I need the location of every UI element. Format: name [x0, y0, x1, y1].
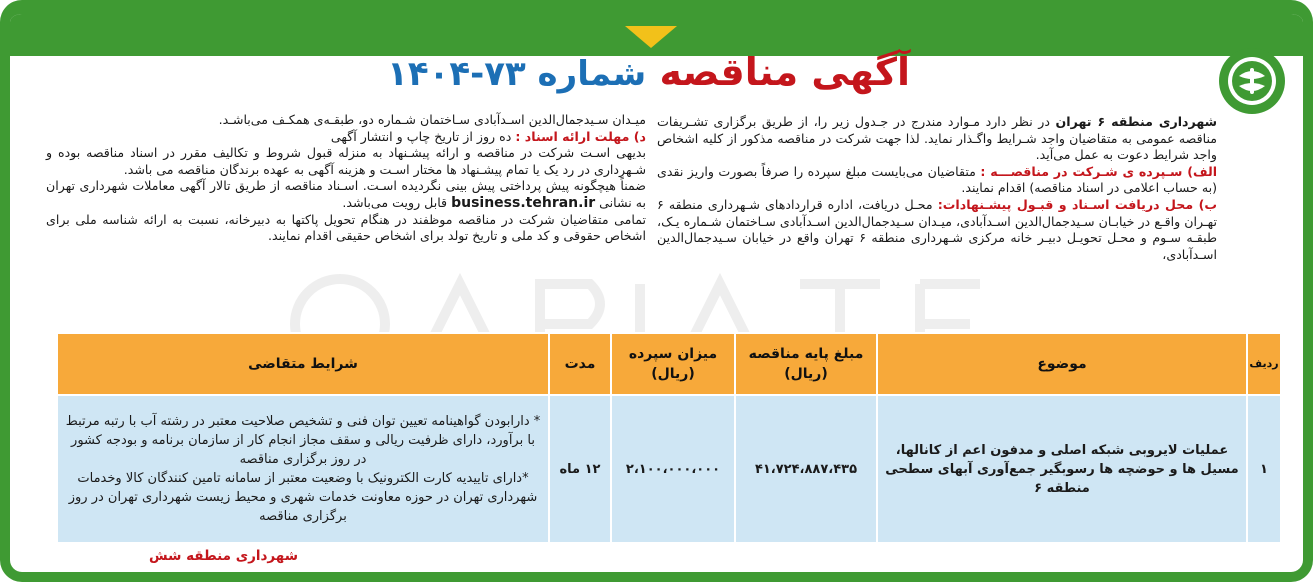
website-link[interactable]: business.tehran.ir — [451, 194, 596, 211]
intro-text: در نظر دارد مـوارد مندرج در جـدول زیر را، از طریق برگزاری تشـریفات مناقصه عمومی به متقاضیان واجد شـرایط واگـذار نماید. لذا جهت شرکت در مناقصه مذکور از کلیه اشخاص واجد شرایط دعوت به عمل می‌آید. — [657, 114, 1217, 163]
documents-paragraph — [46, 178, 646, 211]
section-a — [657, 164, 1217, 197]
id-paragraph: تمامی متقاضیان شرکت در مناقصه موظفند در هنگام تحویل پاکتها به دبیرخانه، نسبت به ارائه شناسه ملی برای اشخاص حقوقی و کد ملی و تاریخ تولد برای اشخاص حقیقی اقدام نمایند. — [46, 211, 646, 244]
title-main: آگهی مناقصه — [659, 50, 910, 94]
documents-text-before: ضمناً هیچگونه پیش پرداختی پیش بینی نگردیده اسـت. اسـناد مناقصه از طریق تالار آگهی معاملات شهرداری تهران به نشانی — [46, 178, 646, 210]
right-text-column — [657, 114, 1217, 263]
condition-2: *دارای تاییدیه کارت الکترونیک با وضعیت معتبر از سامانه تامین کنندگان کالا وخدمات شهرداری تهران در حوزه معاونت خدمات شهری و محیط زیست شهرداری تهران در روز برگزاری مناقصه — [68, 471, 538, 524]
tender-table — [56, 332, 1282, 544]
section-d — [46, 129, 646, 146]
header-subject: موضوع — [877, 333, 1247, 395]
terms-paragraph: بدیهی اسـت شرکت در مناقصه و ارائه پیشـنهاد به منزله قبول شروط و تکالیف مقرر در اسناد مناقصه بوده و شـهرداری در رد یک یا تمام پیشـنهاد ها مختار اسـت و هزینه آگهی به عهده برندگان مناقصه می باشد. — [46, 145, 646, 177]
address-continuation: میـدان سـیدجمال‌الدین اسـدآبادی سـاختمان شـماره دو، طبقـه‌ی همکـف می‌باشـد. — [218, 112, 646, 127]
intro-paragraph — [657, 114, 1217, 164]
cell-conditions — [57, 395, 549, 543]
section-a-text: متقاضیان می‌بایست مبلغ سپرده را صرفاً بصورت واریز نقدی (به حساب اعلامی در اسناد مناقصه) اقدام نمایند. — [657, 163, 1217, 196]
page-title — [387, 42, 910, 102]
section-b-text: محـل دریافت، اداره قراردادهای شـهرداری منطقه ۶ تهـران واقـع در خیابـان سـیدجمال‌الدین اسـدآبادی، میـدان سـیدجمال‌الدین اسـدآبادی سـاختمان شـماره یـک، طبقـه سـوم و محـل تحویـل دبیـر خانه مرکزی شـهرداری منطقه ۶ تهران واقع در خیابان سـیدجمال‌الدین اسـدآبادی، — [657, 196, 1217, 262]
cell-subject: عملیات لایروبی شبکه اصلی و مدفون اعم از کانالها، مسیل ها و حوضچه ها رسوبگیر جمع‌آوری آبهای سطحی منطقه ۶ — [877, 395, 1247, 543]
title-number: شماره ۷۳-۱۴۰۴ — [387, 54, 647, 94]
table-row — [57, 395, 1281, 543]
section-b — [657, 197, 1217, 263]
header-base-price: مبلغ پایه مناقصه (ریال) — [735, 333, 877, 395]
section-a-heading: الف) سـپرده ی شـرکت در مناقصـــه : — [980, 163, 1218, 179]
footer-signature: شهرداری منطقه شش — [149, 548, 298, 564]
intro-org: شهرداری منطقه ۶ تهران — [1055, 114, 1218, 129]
left-text-column — [46, 112, 646, 245]
cell-duration: ۱۲ ماه — [549, 395, 611, 543]
cell-row-number: ۱ — [1247, 395, 1281, 543]
section-d-text: ده روز از تاریخ چاپ و انتشار آگهی — [330, 128, 516, 144]
section-d-heading: د) مهلت ارائه اسناد : — [515, 128, 646, 144]
header-row-number: ردیف — [1247, 333, 1281, 395]
cell-base-price: ۴۱،۷۲۴،۸۸۷،۴۳۵ — [735, 395, 877, 543]
cell-deposit: ۲،۱۰۰،۰۰۰،۰۰۰ — [611, 395, 735, 543]
header-deposit: میزان سپرده (ریال) — [611, 333, 735, 395]
table-header-row — [57, 333, 1281, 395]
tehran-municipality-logo-icon — [1215, 44, 1289, 118]
header-duration: مدت — [549, 333, 611, 395]
header-conditions: شرایط متقاضی — [57, 333, 549, 395]
documents-text-after: قابل رویت می‌باشد. — [342, 194, 452, 210]
condition-1: * دارابودن گواهینامه تعیین توان فنی و تشخیص صلاحیت معتبر در رشته آب با رتبه مرتبط با برآورد، دارای ظرفیت ریالی و سقف مجاز انجام کار از سازمان برنامه و بودجه کشور در روز برگزاری مناقصه — [65, 414, 541, 467]
section-b-heading: ب) محل دریافت اسـناد و قبـول پیشـنهادات: — [937, 196, 1218, 212]
